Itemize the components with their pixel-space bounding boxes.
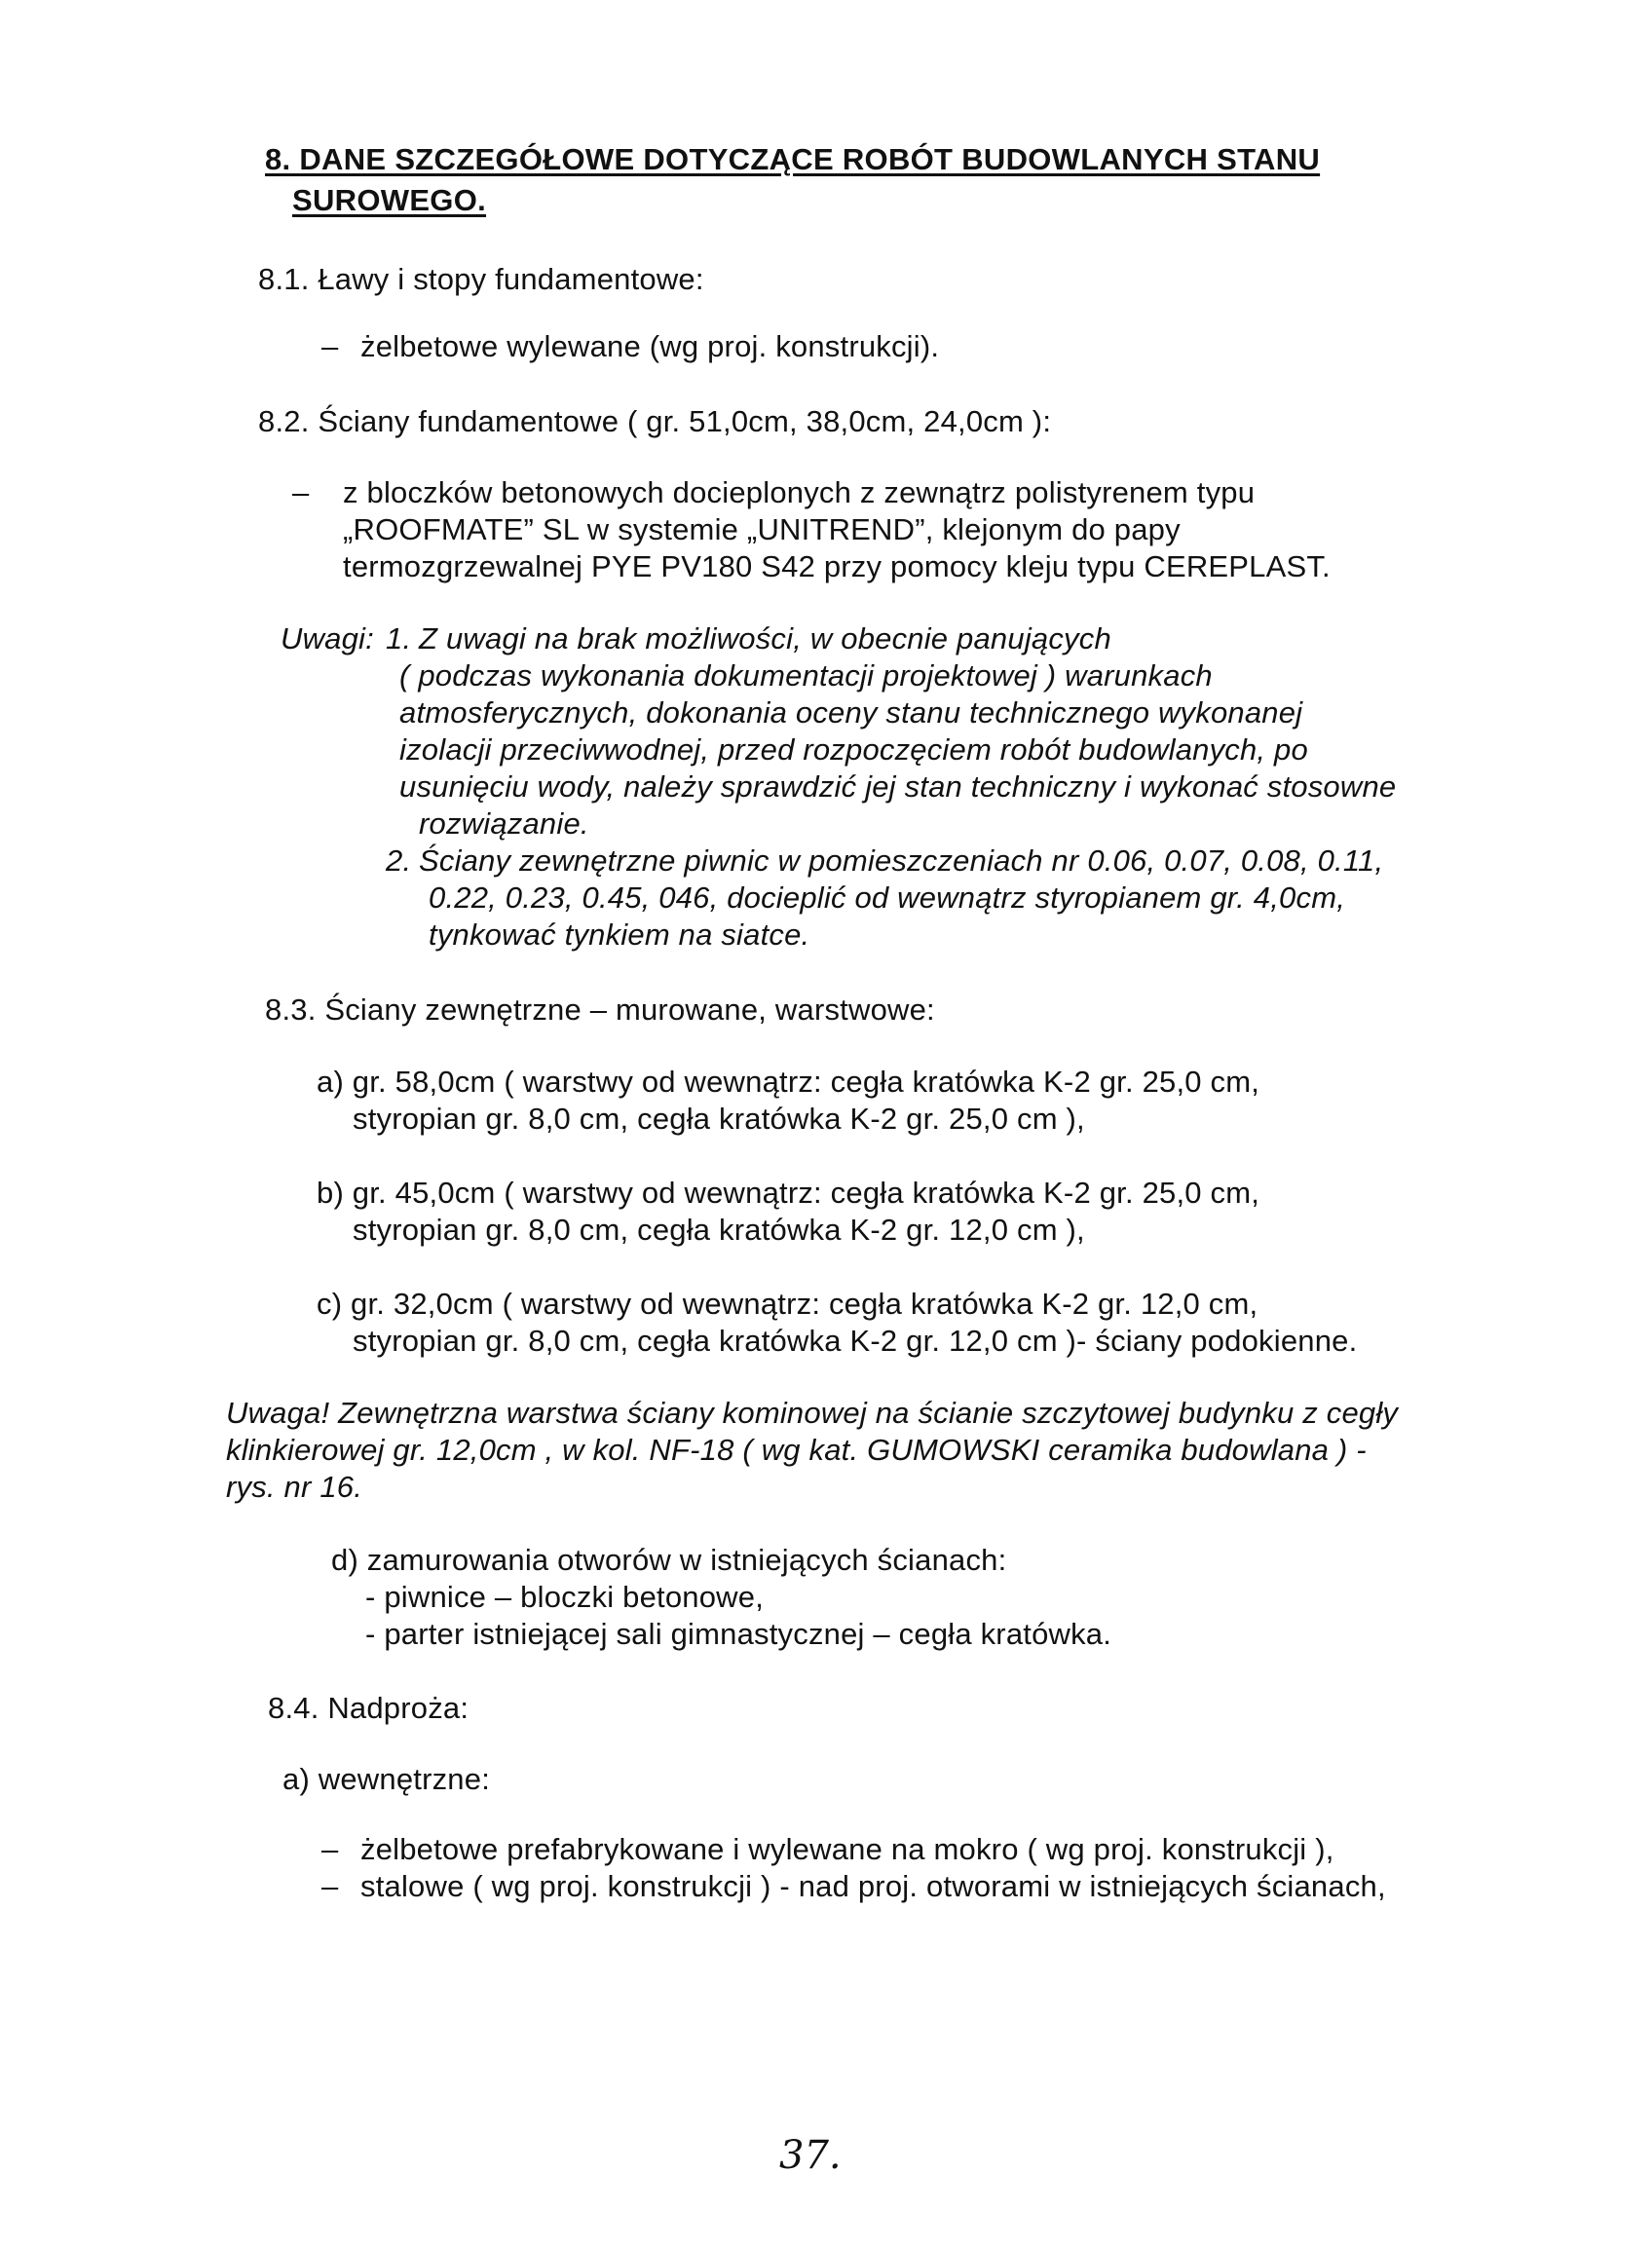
wall-type-a-line: a) gr. 58,0cm ( warstwy od wewnątrz: cegła kratówka K-2 gr. 25,0 cm, <box>317 1065 1260 1099</box>
lintel-bullet <box>321 1868 1386 1905</box>
lintel-internal-label: a) wewnętrzne: <box>282 1762 491 1796</box>
note-1-line: Z uwagi na brak możliwości, w obecnie panujących <box>419 621 1111 655</box>
note-1-line: ( podczas wykonania dokumentacji projektowej ) warunkach <box>399 658 1213 693</box>
subsection-8-2-line: „ROOFMATE” SL w systemie „UNITREND”, klejonym do papy <box>343 512 1181 546</box>
bullet-marker: – <box>321 1832 339 1866</box>
note-1-line: atmosferycznych, dokonania oceny stanu technicznego wykonanej <box>399 695 1303 730</box>
note-2-line: tynkować tynkiem na siatce. <box>429 918 810 952</box>
note-1-number: 1. <box>386 621 412 655</box>
wall-type-b-line: styropian gr. 8,0 cm, cegła kratówka K-2 gr. 12,0 cm ), <box>353 1213 1085 1247</box>
wall-type-a-line: styropian gr. 8,0 cm, cegła kratówka K-2 gr. 25,0 cm ), <box>353 1102 1085 1136</box>
lintel-bullet <box>321 1831 1334 1868</box>
note-1-line: usunięciu wody, należy sprawdzić jej stan techniczny i wykonać stosowne <box>399 769 1397 804</box>
remark-line: Uwaga! Zewnętrzna warstwa ściany kominowej na ścianie szczytowej budynku z cegły <box>226 1396 1399 1430</box>
bullet-text: stalowe ( wg proj. konstrukcji ) - nad proj. otworami w istniejących ścianach, <box>360 1869 1386 1903</box>
bullet-text: żelbetowe wylewane (wg proj. konstrukcji). <box>360 329 940 363</box>
wall-infill-item: - parter istniejącej sali gimnastycznej – cegła kratówka. <box>365 1617 1112 1651</box>
bullet-marker: – <box>321 329 339 363</box>
wall-type-c-line: styropian gr. 8,0 cm, cegła kratówka K-2 gr. 12,0 cm )- ściany podokienne. <box>353 1324 1358 1358</box>
subsection-8-3-title: 8.3. Ściany zewnętrzne – murowane, warstwowe: <box>265 992 935 1027</box>
remark-line: rys. nr 16. <box>226 1470 363 1504</box>
note-1-line: rozwiązanie. <box>419 806 589 841</box>
subsection-8-2-line: termozgrzewalnej PYE PV180 S42 przy pomocy kleju typu CEREPLAST. <box>343 549 1331 583</box>
notes-label: Uwagi: <box>281 621 374 655</box>
page-number: 37. <box>779 2133 842 2178</box>
subsection-8-2-bullet-marker: – <box>292 475 310 509</box>
subsection-8-2-line: z bloczków betonowych docieplonych z zewnątrz polistyrenem typu <box>343 475 1256 509</box>
note-1-line: izolacji przeciwwodnej, przed rozpoczęciem robót budowlanych, po <box>399 732 1308 767</box>
note-2-number: 2. <box>386 843 412 878</box>
wall-type-c-line: c) gr. 32,0cm ( warstwy od wewnątrz: cegła kratówka K-2 gr. 12,0 cm, <box>317 1287 1258 1321</box>
section-heading-line2: SUROWEGO. <box>292 183 487 217</box>
bullet-marker: – <box>321 1869 339 1903</box>
subsection-8-4-title: 8.4. Nadproża: <box>268 1691 469 1725</box>
bullet-text: żelbetowe prefabrykowane i wylewane na mokro ( wg proj. konstrukcji ), <box>360 1832 1334 1866</box>
subsection-8-2-title: 8.2. Ściany fundamentowe ( gr. 51,0cm, 38,0cm, 24,0cm ): <box>258 404 1052 438</box>
wall-infill-item: - piwnice – bloczki betonowe, <box>365 1580 765 1614</box>
section-heading-line1: 8. DANE SZCZEGÓŁOWE DOTYCZĄCE ROBÓT BUDOWLANYCH STANU <box>265 142 1321 176</box>
wall-type-b-line: b) gr. 45,0cm ( warstwy od wewnątrz: cegła kratówka K-2 gr. 25,0 cm, <box>317 1176 1260 1210</box>
wall-infill-title: d) zamurowania otworów w istniejących ścianach: <box>331 1543 1007 1577</box>
note-2-line: Ściany zewnętrzne piwnic w pomieszczeniach nr 0.06, 0.07, 0.08, 0.11, <box>419 843 1384 878</box>
note-2-line: 0.22, 0.23, 0.45, 046, docieplić od wewnątrz styropianem gr. 4,0cm, <box>429 880 1346 915</box>
subsection-8-1-title: 8.1. Ławy i stopy fundamentowe: <box>258 262 704 296</box>
remark-line: klinkierowej gr. 12,0cm , w kol. NF-18 ( wg kat. GUMOWSKI ceramika budowlana ) - <box>226 1433 1367 1467</box>
subsection-8-1-bullet <box>321 328 939 365</box>
